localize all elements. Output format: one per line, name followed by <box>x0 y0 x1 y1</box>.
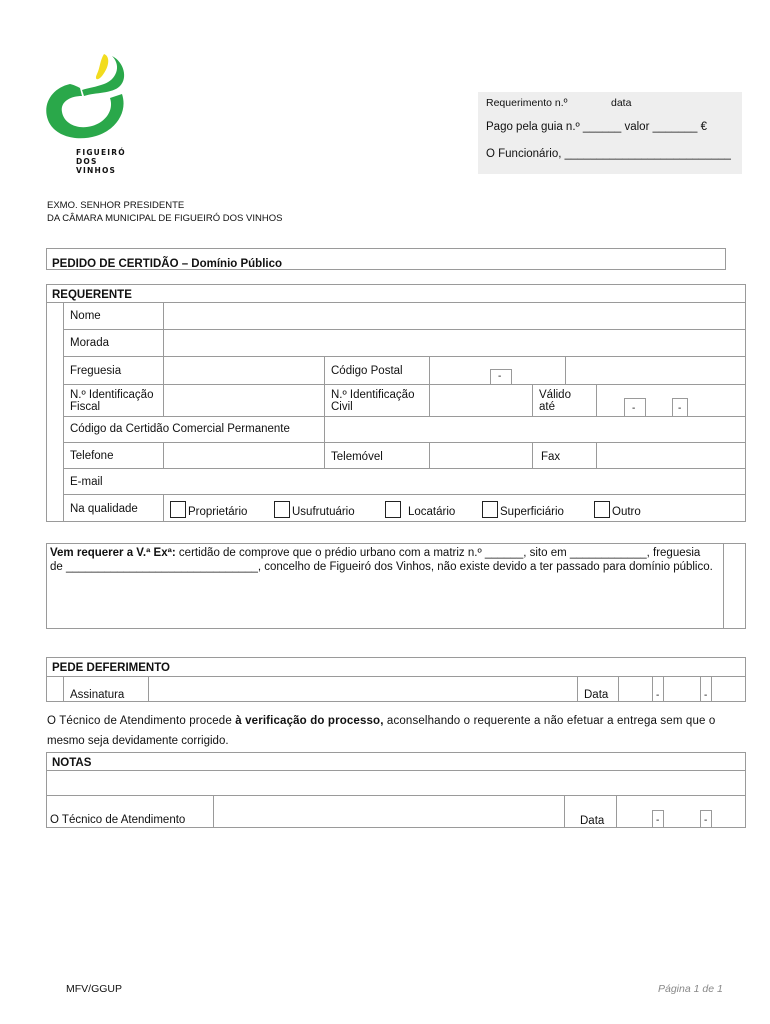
tecnico-note-bold: à verificação do processo, <box>235 715 384 727</box>
codigo-postal-label: Código Postal <box>331 365 403 377</box>
telemovel-label: Telemóvel <box>331 451 383 463</box>
tecnico-assinatura-field[interactable] <box>214 796 564 828</box>
email-field[interactable] <box>164 469 745 494</box>
fax-field[interactable] <box>597 443 745 468</box>
assinatura-field[interactable] <box>149 677 577 702</box>
email-label: E-mail <box>70 476 103 488</box>
logo-text-3: VINHOS <box>76 166 117 173</box>
requerimento-label: Requerimento n.º <box>486 97 568 109</box>
deferimento-dash-2: - <box>704 690 708 701</box>
notas-data-field[interactable] <box>617 796 745 828</box>
tecnico-note-line-2: mesmo seja devidamente corrigido. <box>47 735 229 747</box>
freguesia-label: Freguesia <box>70 365 122 377</box>
valido-label-2: até <box>539 401 555 413</box>
footer-code: MFV/GGUP <box>66 983 123 995</box>
usufrutuario-label: Usufrutuário <box>292 506 355 518</box>
postal-dash: - <box>498 371 502 382</box>
notas-dash-2: - <box>704 815 708 826</box>
deferimento-header: PEDE DEFERIMENTO <box>52 662 170 674</box>
deferimento-data-label: Data <box>584 689 609 701</box>
usufrutuario-checkbox[interactable] <box>274 501 290 518</box>
proprietario-checkbox[interactable] <box>170 501 186 518</box>
logo-text-1: FIGUEIRÓ <box>76 148 126 157</box>
superficiario-checkbox[interactable] <box>482 501 498 518</box>
superficiario-label: Superficiário <box>500 506 564 518</box>
morada-field[interactable] <box>164 330 745 356</box>
tecnico-note-line-1 <box>47 715 715 728</box>
validade-dash-1: - <box>632 403 636 414</box>
requerente-header: REQUERENTE <box>52 289 132 301</box>
outro-checkbox[interactable] <box>594 501 610 518</box>
nic-label-2: Civil <box>331 401 353 413</box>
freguesia-field[interactable] <box>164 357 324 384</box>
telefone-field[interactable] <box>164 443 324 468</box>
telemovel-field[interactable] <box>430 443 532 468</box>
tecnico-note-post: aconselhando o requerente a não efetuar a entrega sem que o <box>383 715 716 727</box>
deferimento-data-field[interactable] <box>619 677 745 702</box>
request-lead: Vem requerer a V.ª Exª: <box>50 547 176 559</box>
deferimento-dash-1: - <box>656 690 660 701</box>
nif-field[interactable] <box>164 385 324 416</box>
addressee-line-1: EXMO. SENHOR PRESIDENTE <box>47 200 185 211</box>
addressee-line-2: DA CÂMARA MUNICIPAL DE FIGUEIRÓ DOS VINHOS <box>47 213 283 224</box>
proprietario-label: Proprietário <box>188 506 248 518</box>
nif-label-1: N.º Identificação <box>70 389 154 401</box>
notas-header: NOTAS <box>52 757 92 769</box>
funcionario-label: O Funcionário, __________________________ <box>486 148 731 160</box>
pago-guia-label: Pago pela guia n.º ______ valor _______ € <box>486 121 707 133</box>
request-line-1 <box>50 547 700 560</box>
validade-field[interactable] <box>597 385 745 416</box>
notas-field[interactable] <box>47 771 745 795</box>
request-text-1: certidão de comprove que o prédio urbano com a matriz n.º ______, sito em ____________, freguesia <box>178 547 701 559</box>
data-label: data <box>611 97 632 109</box>
codigo-certidao-field[interactable] <box>325 417 745 442</box>
locatario-label: Locatário <box>408 506 456 518</box>
tecnico-note-pre: O Técnico de Atendimento procede <box>47 715 236 727</box>
validade-dash-2: - <box>678 403 682 414</box>
nome-field[interactable] <box>164 303 745 329</box>
logo-text-2: DOS <box>76 157 98 166</box>
nic-field[interactable] <box>430 385 532 416</box>
outro-label: Outro <box>612 506 641 518</box>
request-line-2: de ______________________________, concelho de Figueiró dos Vinhos, não existe devido a ter passado para domínio público. <box>50 561 713 573</box>
logo-emblem-icon <box>40 52 140 152</box>
morada-label: Morada <box>70 337 109 349</box>
telefone-label: Telefone <box>70 450 114 462</box>
nome-label: Nome <box>70 310 101 322</box>
assinatura-label: Assinatura <box>70 689 125 701</box>
nif-label-2: Fiscal <box>70 401 101 413</box>
tecnico-atendimento-label: O Técnico de Atendimento <box>50 814 186 826</box>
valido-label-1: Válido <box>539 389 571 401</box>
page-number: Página 1 de 1 <box>658 983 723 995</box>
form-title: PEDIDO DE CERTIDÃO – Domínio Público <box>52 258 283 270</box>
qualidade-label: Na qualidade <box>70 503 138 515</box>
fax-label: Fax <box>541 451 561 463</box>
notas-dash-1: - <box>656 815 660 826</box>
codigo-certidao-label: Código da Certidão Comercial Permanente <box>70 423 290 435</box>
municipality-logo <box>40 52 140 188</box>
locatario-checkbox[interactable] <box>385 501 401 518</box>
office-use-box <box>478 92 742 174</box>
nic-label-1: N.º Identificação <box>331 389 415 401</box>
notas-data-label: Data <box>580 815 605 827</box>
